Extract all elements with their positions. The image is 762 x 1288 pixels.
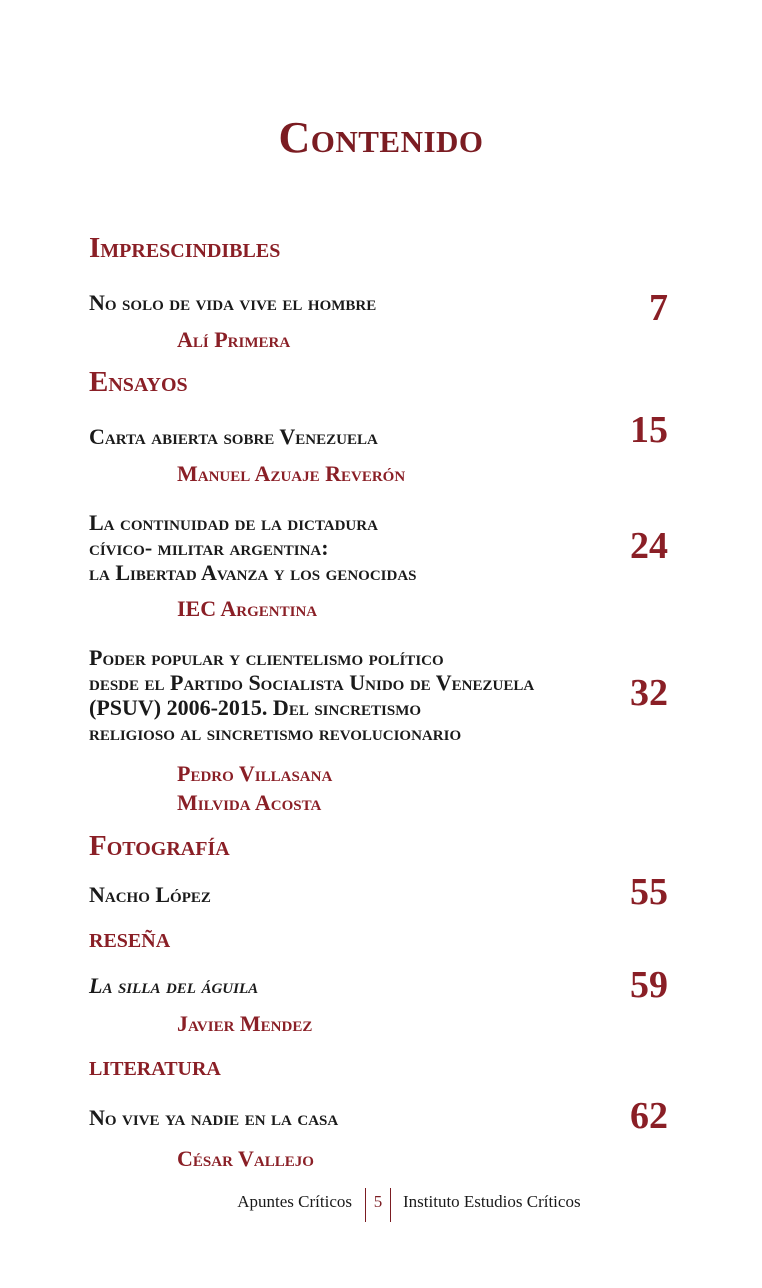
toc-author xyxy=(177,1144,314,1173)
toc-author-name: IEC Argentina xyxy=(177,596,318,621)
toc-page-number[interactable]: 32 xyxy=(630,672,668,714)
toc-entry-title[interactable] xyxy=(89,290,376,315)
toc-entry-line: cívico- militar argentina: xyxy=(89,535,329,560)
section-heading-literatura: literatura xyxy=(89,1050,221,1082)
toc-author-name: Milvida Acosta xyxy=(177,790,322,815)
toc-page-number[interactable]: 59 xyxy=(630,964,668,1006)
section-heading-fotografia: Fotografía xyxy=(89,830,230,862)
toc-entry-title[interactable] xyxy=(89,510,417,585)
toc-entry-line: religioso al sincretismo revolucionario xyxy=(89,720,462,745)
toc-author xyxy=(177,759,332,817)
toc-entry-title[interactable] xyxy=(89,424,378,449)
toc-entry-line: Carta abierta sobre Venezuela xyxy=(89,424,378,449)
toc-entry-line: La continuidad de la dictadura xyxy=(89,510,378,535)
toc-entry-line: No vive ya nadie en la casa xyxy=(89,1105,339,1130)
toc-page-number[interactable]: 55 xyxy=(630,871,668,913)
footer-divider xyxy=(390,1188,391,1222)
toc-author xyxy=(177,325,290,354)
toc-entry-line: Nacho López xyxy=(89,882,211,907)
toc-entry-line: Poder popular y clientelismo político xyxy=(89,645,444,670)
toc-entry-line: (PSUV) 2006-2015. Del sincretismo xyxy=(89,695,422,720)
footer-publication-name: Apuntes Críticos xyxy=(237,1192,352,1211)
toc-author xyxy=(177,1009,312,1038)
toc-author-name: Pedro Villasana xyxy=(177,761,333,786)
page-title: Contenido xyxy=(278,113,484,162)
footer-institute-name: Instituto Estudios Críticos xyxy=(403,1192,581,1211)
toc-page-number[interactable]: 24 xyxy=(630,525,668,567)
page-footer xyxy=(0,1188,762,1222)
toc-entry-line: La silla del águila xyxy=(89,973,259,998)
toc-entry-title[interactable] xyxy=(89,645,534,745)
toc-author xyxy=(177,594,317,623)
toc-entry-line: desde el Partido Socialista Unido de Venezuela xyxy=(89,670,535,695)
section-heading-ensayos: Ensayos xyxy=(89,366,188,398)
toc-author-name: Alí Primera xyxy=(177,327,291,352)
toc-entry-title[interactable] xyxy=(89,882,211,907)
toc-page-number[interactable]: 7 xyxy=(649,287,668,329)
toc-author-name: Manuel Azuaje Reverón xyxy=(177,461,406,486)
toc-page-number[interactable]: 15 xyxy=(630,409,668,451)
section-heading-imprescindibles: Imprescindibles xyxy=(89,232,281,264)
footer-page-number: 5 xyxy=(373,1192,383,1211)
toc-author-name: César Vallejo xyxy=(177,1146,314,1171)
toc-author-name: Javier Mendez xyxy=(177,1011,313,1036)
toc-author xyxy=(177,459,405,488)
toc-page-number[interactable]: 62 xyxy=(630,1095,668,1137)
toc-entry-title[interactable] xyxy=(89,973,258,998)
section-heading-resena: reseña xyxy=(89,922,171,954)
toc-entry-line: la Libertad Avanza y los genocidas xyxy=(89,560,417,585)
toc-entry-title[interactable] xyxy=(89,1105,338,1130)
toc-entry-line: No solo de vida vive el hombre xyxy=(89,290,377,315)
